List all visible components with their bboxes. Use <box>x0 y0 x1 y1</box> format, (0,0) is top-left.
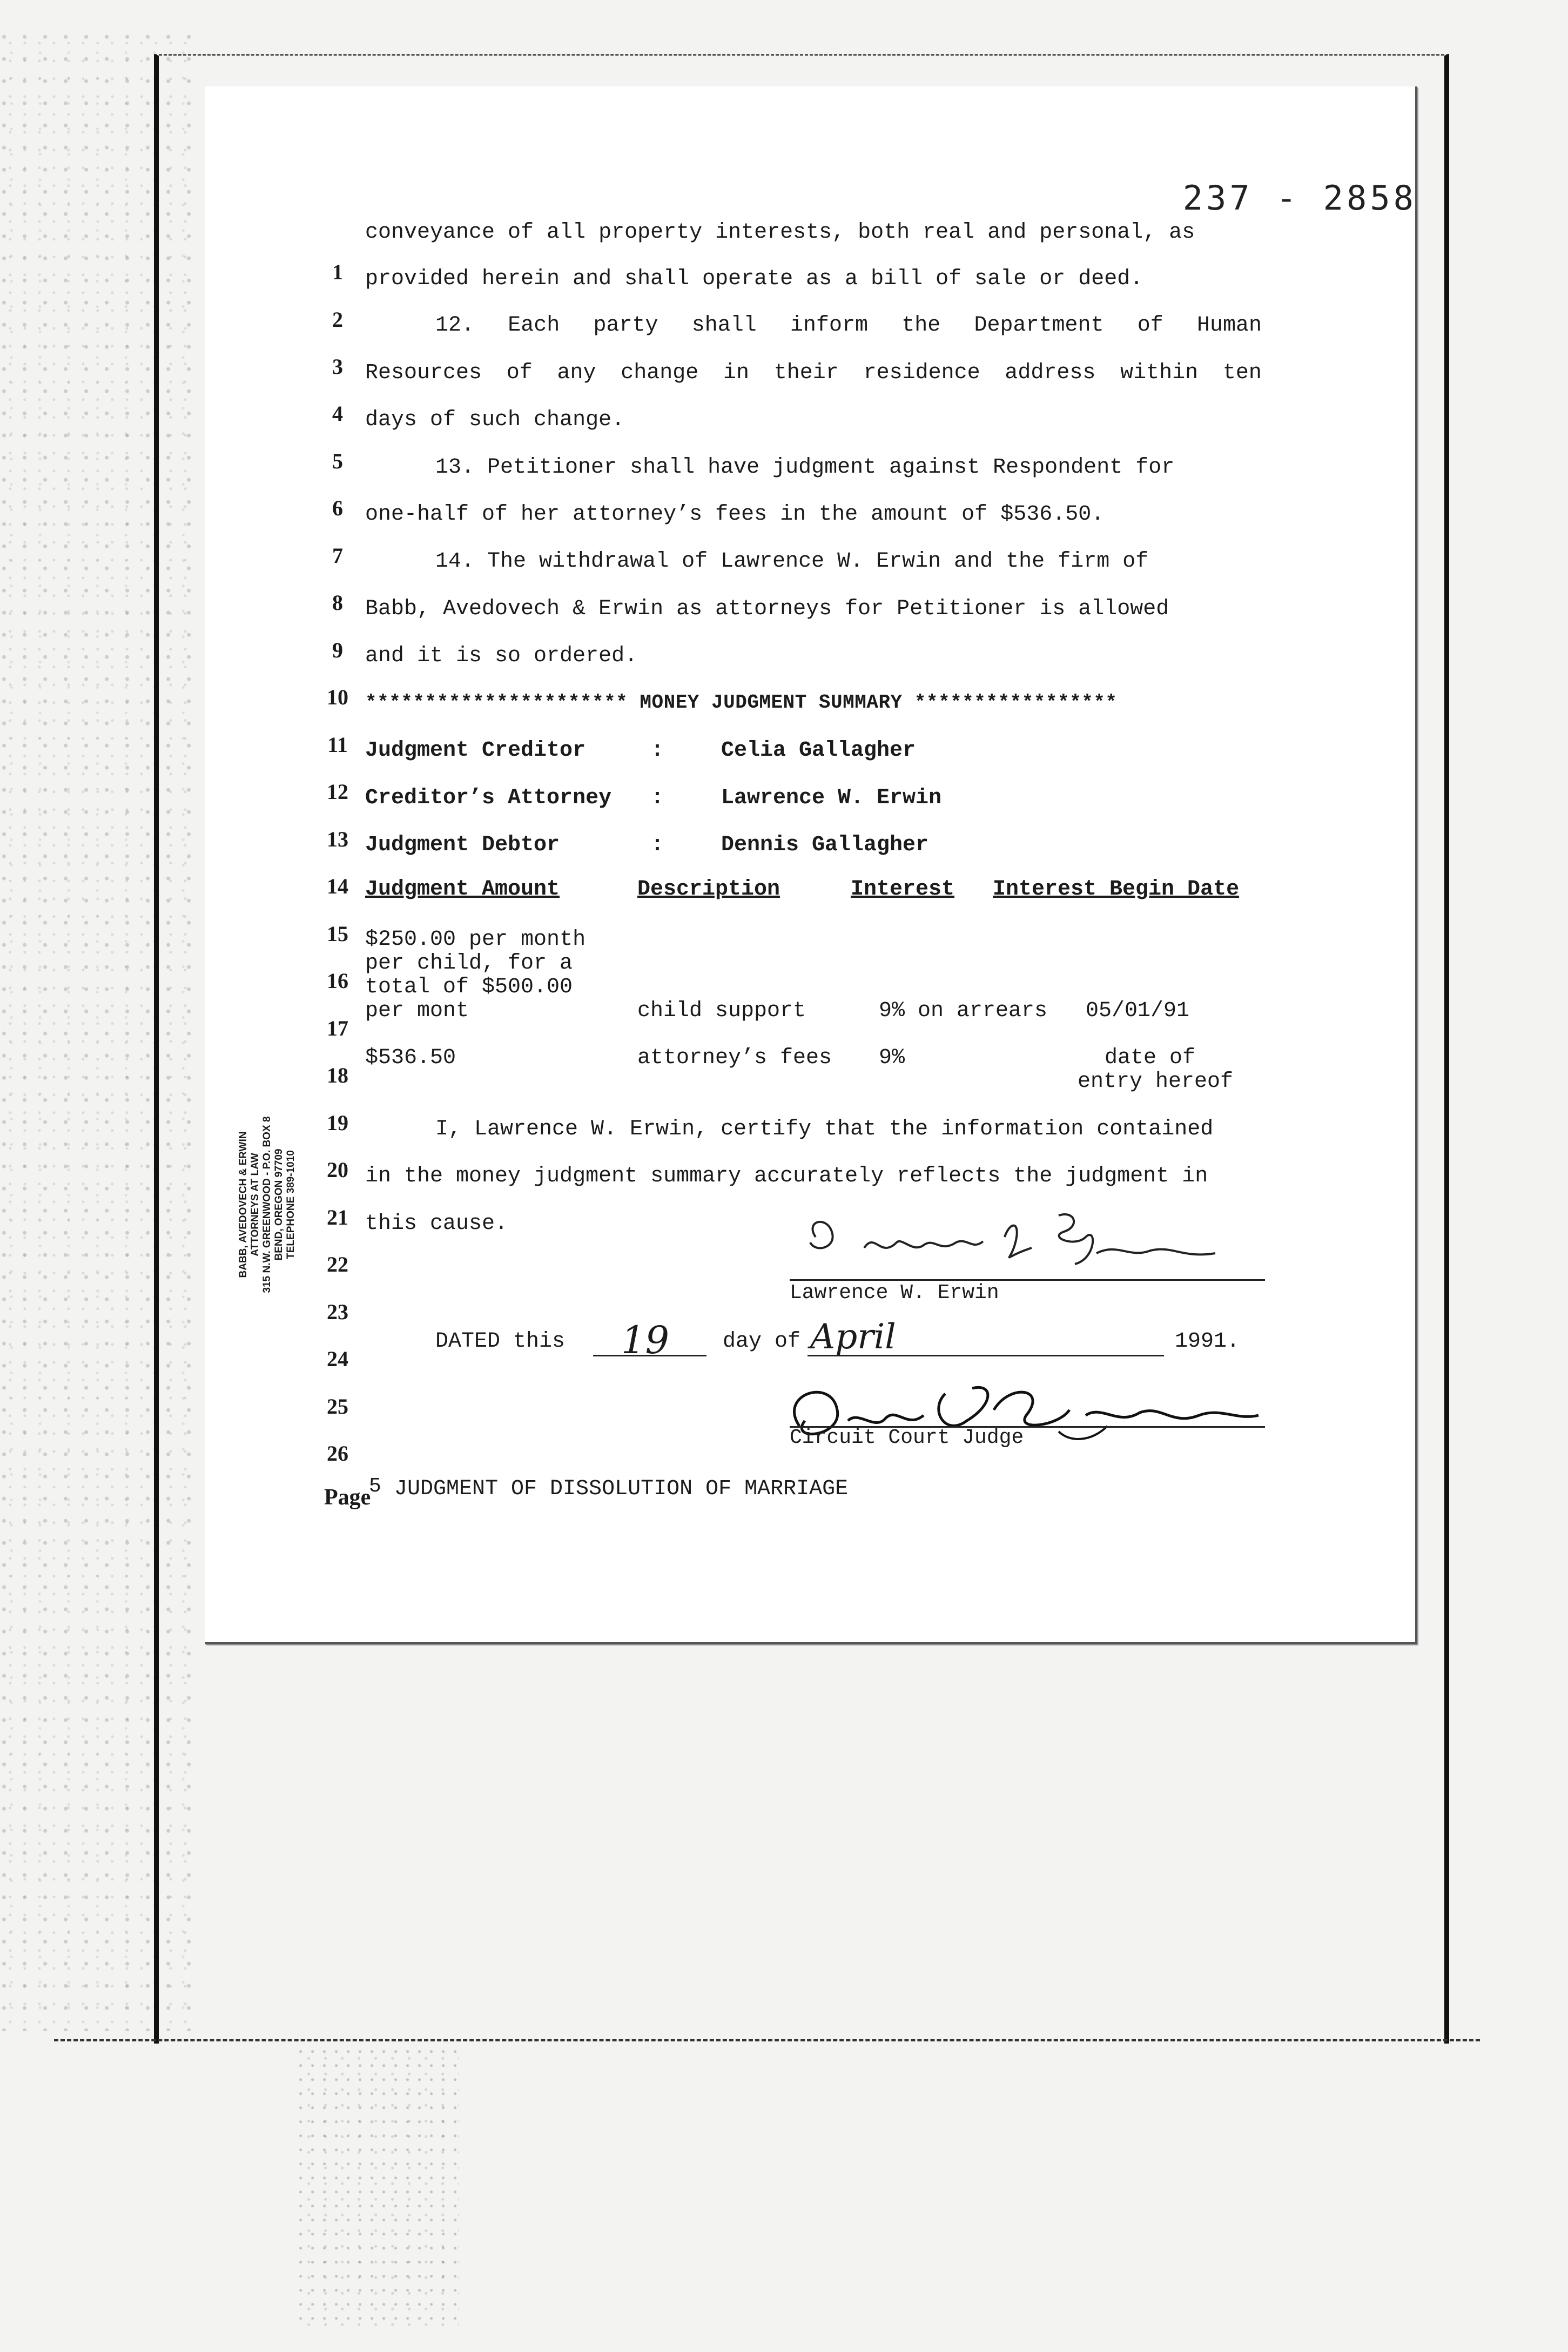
body-line-4: days of such change. <box>365 408 625 432</box>
line-number-10: 10 <box>327 685 348 709</box>
document-title: JUDGMENT OF DISSOLUTION OF MARRIAGE <box>394 1477 849 1501</box>
table-row-1-interest: 9% on arrears <box>879 999 1048 1023</box>
line-number-19: 19 <box>327 1111 348 1135</box>
dated-day-handwritten: 19 <box>621 1318 670 1362</box>
word: of <box>506 361 533 385</box>
word: of <box>1137 313 1163 338</box>
judge-signature-label: Circuit Court Judge <box>790 1426 1024 1449</box>
line-number-6: 6 <box>332 496 343 520</box>
certification-line-3: this cause. <box>365 1212 508 1236</box>
line-number-9: 9 <box>332 638 343 662</box>
table-header-description: Description <box>637 877 780 902</box>
scan-noise-bottom <box>297 2047 459 2328</box>
judgment-debtor-label: Judgment Debtor <box>365 833 560 857</box>
line-number-22: 22 <box>327 1252 348 1276</box>
firm-city: BEND, OREGON 97709 <box>273 1148 285 1261</box>
line-number-17: 17 <box>327 1016 348 1040</box>
line-number-11: 11 <box>327 733 348 757</box>
word: Each <box>508 313 560 338</box>
table-header-amount: Judgment Amount <box>365 877 560 902</box>
firm-telephone: TELEPHONE 389-1010 <box>285 1150 297 1259</box>
table-header-interest: Interest <box>851 877 955 902</box>
word: Department <box>974 313 1104 338</box>
word: within <box>1120 361 1199 385</box>
firm-subtitle: ATTORNEYS AT LAW <box>250 1153 261 1256</box>
attorney-signature <box>794 1199 1269 1286</box>
attorney-signature-label: Lawrence W. Erwin <box>790 1281 999 1305</box>
line-number-21: 21 <box>327 1205 348 1229</box>
line-number-20: 20 <box>327 1158 348 1182</box>
word: ten <box>1222 361 1262 385</box>
judgment-debtor-value: Dennis Gallagher <box>721 833 929 857</box>
certification-line-1: I, Lawrence W. Erwin, certify that the information contained <box>435 1117 1214 1141</box>
judgment-creditor-value: Celia Gallagher <box>721 738 916 763</box>
word: 12. <box>435 313 475 338</box>
table-row-2-interest: 9% <box>879 1046 905 1070</box>
word: party <box>593 313 658 338</box>
line-number-14: 14 <box>327 874 348 898</box>
photocopy-bottom-edge <box>54 2039 1480 2041</box>
dated-middle: day of <box>723 1329 801 1354</box>
body-line-3 <box>365 361 1262 385</box>
word: change <box>621 361 699 385</box>
table-row-2-begin-date-line-1: date of <box>1105 1046 1196 1070</box>
line-number-5: 5 <box>332 449 343 473</box>
table-row-2-description: attorney’s fees <box>637 1046 832 1070</box>
line-number-25: 25 <box>327 1394 348 1419</box>
document-number: 237 - 2858 <box>1182 178 1417 218</box>
table-row-1-amount-line-3: total of $500.00 <box>365 975 573 999</box>
body-line-6: one-half of her attorney’s fees in the amount of $536.50. <box>365 502 1105 527</box>
table-row-2-amount: $536.50 <box>365 1046 456 1070</box>
line-number-1: 1 <box>332 260 343 284</box>
word: residence <box>863 361 980 385</box>
colon: : <box>651 738 664 763</box>
judgment-creditor-label: Judgment Creditor <box>365 738 586 763</box>
colon: : <box>651 833 664 857</box>
body-line-9: and it is so ordered. <box>365 644 638 668</box>
word: in <box>723 361 750 385</box>
line-number-4: 4 <box>332 401 343 426</box>
word: any <box>557 361 596 385</box>
firm-address: 315 N.W. GREENWOOD - P.O. BOX 8 <box>261 1116 273 1293</box>
page-label: Page <box>324 1485 371 1510</box>
word: inform <box>790 313 868 338</box>
table-row-1-amount-line-2: per child, for a <box>365 951 573 976</box>
line-number-7: 7 <box>332 543 343 568</box>
line-number-8: 8 <box>332 590 343 615</box>
line-number-15: 15 <box>327 922 348 946</box>
body-line-8: Babb, Avedovech & Erwin as attorneys for Petitioner is allowed <box>365 597 1169 621</box>
dated-month-handwritten: April <box>810 1317 896 1357</box>
line-number-26: 26 <box>327 1441 348 1466</box>
line-number-12: 12 <box>327 779 348 804</box>
creditors-attorney-value: Lawrence W. Erwin <box>721 786 942 810</box>
table-row-1-amount-line-1: $250.00 per month <box>365 928 586 952</box>
law-firm-block <box>238 1102 297 1307</box>
table-row-1-begin-date: 05/01/91 <box>1086 999 1190 1023</box>
attorney-signature-line <box>790 1279 1265 1281</box>
line-number-13: 13 <box>327 827 348 851</box>
word: Resources <box>365 361 482 385</box>
certification-line-2: in the money judgment summary accurately reflects the judgment in <box>365 1164 1208 1188</box>
page-number: 5 <box>369 1475 381 1498</box>
line-number-24: 24 <box>327 1347 348 1371</box>
dated-year: 1991. <box>1175 1329 1240 1354</box>
colon: : <box>651 786 664 810</box>
word: Human <box>1196 313 1262 338</box>
table-row-1-amount-line-4: per mont <box>365 999 469 1023</box>
word: shall <box>691 313 757 338</box>
table-row-1-description: child support <box>637 999 806 1023</box>
body-line-7: 14. The withdrawal of Lawrence W. Erwin and the firm of <box>435 549 1149 574</box>
body-line-5: 13. Petitioner shall have judgment against Respondent for <box>435 455 1175 480</box>
dated-prefix: DATED this <box>435 1329 566 1354</box>
line-number-16: 16 <box>327 969 348 993</box>
line-number-3: 3 <box>332 354 343 379</box>
word: the <box>901 313 941 338</box>
word: address <box>1005 361 1096 385</box>
body-line-2 <box>435 313 1262 338</box>
body-line-0: conveyance of all property interests, both real and personal, as <box>365 220 1195 245</box>
money-judgment-summary-heading: ********************** MONEY JUDGMENT SUMMARY ***************** <box>365 691 1118 714</box>
word: their <box>773 361 839 385</box>
creditors-attorney-label: Creditor’s Attorney <box>365 786 612 810</box>
firm-name: BABB, AVEDOVECH & ERWIN <box>238 1131 249 1278</box>
line-number-18: 18 <box>327 1063 348 1087</box>
line-number-2: 2 <box>332 307 343 332</box>
body-line-1: provided herein and shall operate as a bill of sale or deed. <box>365 267 1143 291</box>
line-number-23: 23 <box>327 1300 348 1324</box>
table-row-2-begin-date-line-2: entry hereof <box>1078 1070 1234 1094</box>
table-header-begin-date: Interest Begin Date <box>993 877 1240 902</box>
